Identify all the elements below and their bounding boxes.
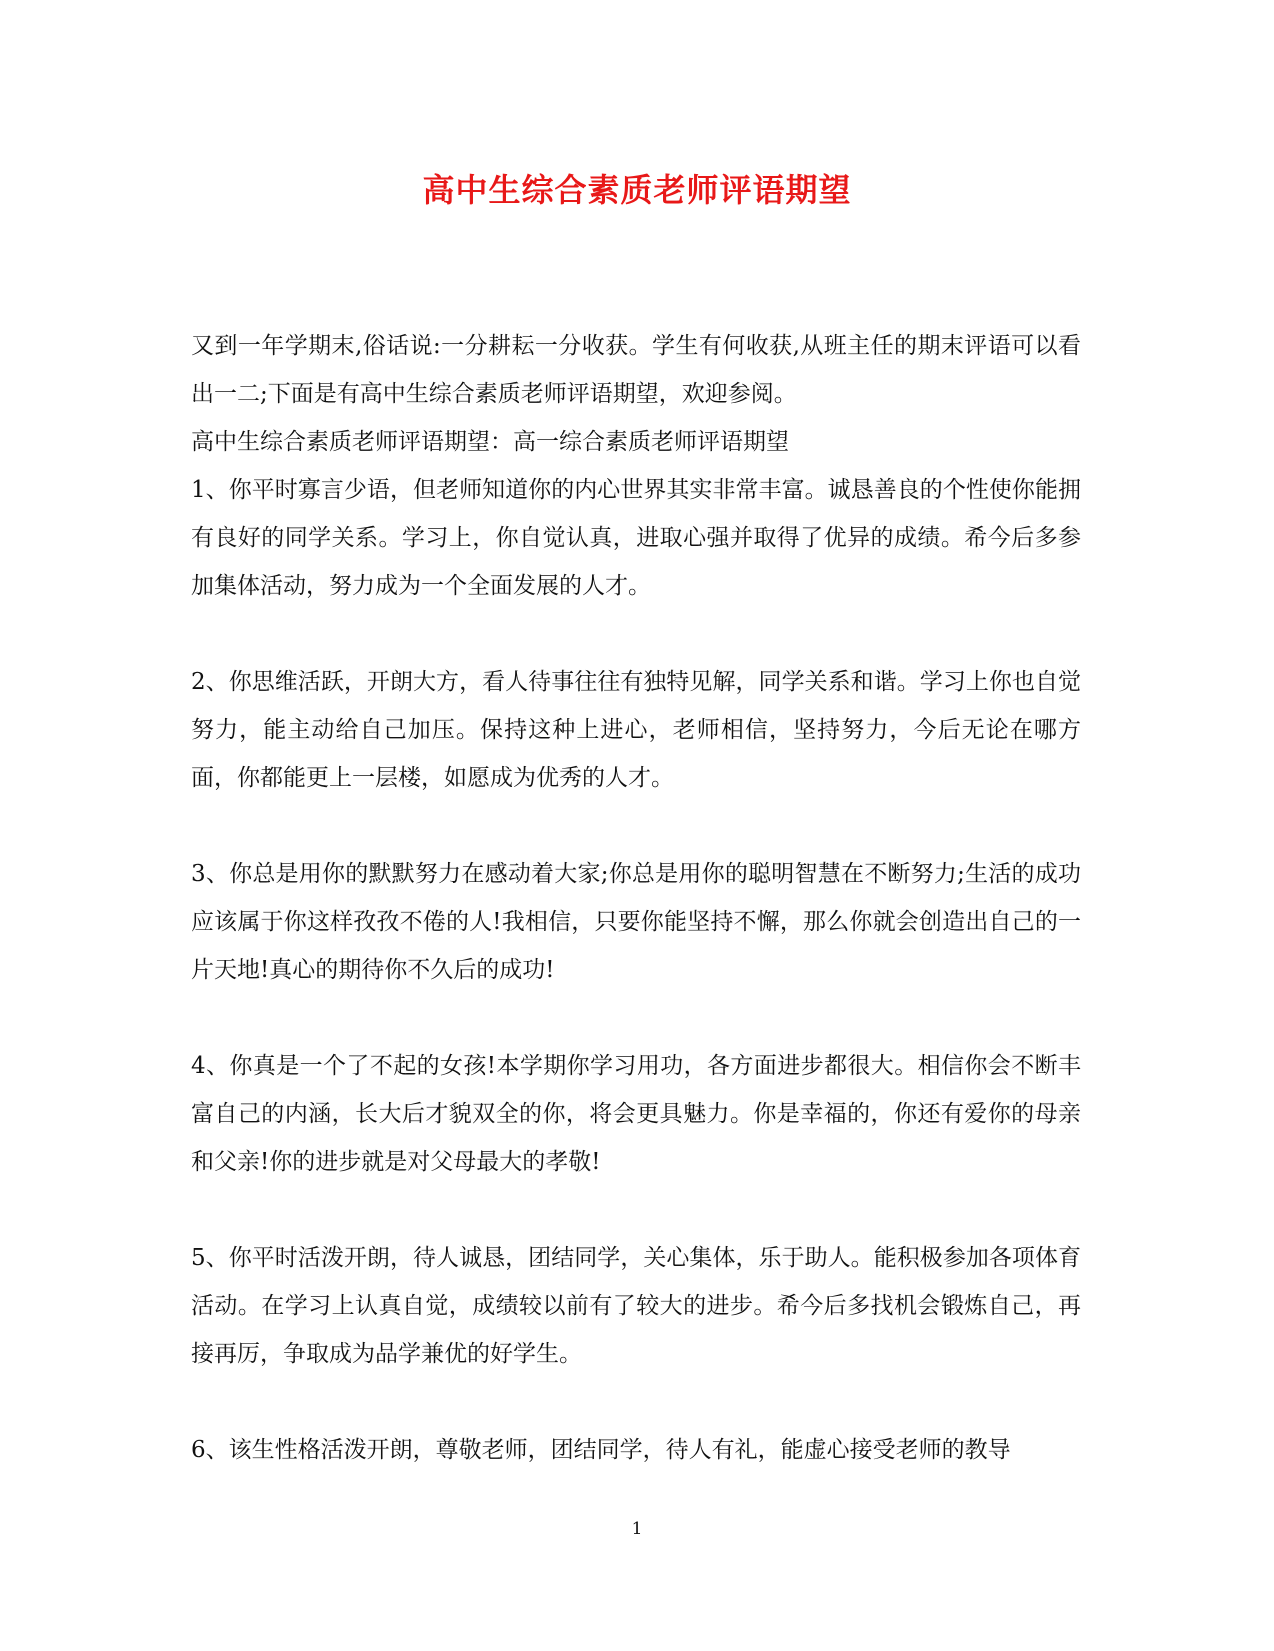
- paragraph-gap: [191, 1186, 1081, 1234]
- intro-paragraph: 又到一年学期末,俗话说:一分耕耘一分收获。学生有何收获,从班主任的期末评语可以看出一二;下面是有高中生综合素质老师评语期望，欢迎参阅。: [191, 333, 1081, 407]
- comment-5: 5、你平时活泼开朗，待人诚恳，团结同学，关心集体，乐于助人。能积极参加各项体育活动。在学习上认真自觉，成绩较以前有了较大的进步。希今后多找机会锻炼自己，再接再厉，争取成为品学兼优的好学生。: [191, 1245, 1081, 1367]
- comment-4: 4、你真是一个了不起的女孩!本学期你学习用功，各方面进步都很大。相信你会不断丰富自己的内涵，长大后才貌双全的你，将会更具魅力。你是幸福的，你还有爱你的母亲和父亲!你的进步就是对父母最大的孝敬!: [191, 1053, 1081, 1175]
- page-number: 1: [631, 1519, 643, 1539]
- comment-1: 1、你平时寡言少语，但老师知道你的内心世界其实非常丰富。诚恳善良的个性使你能拥有良好的同学关系。学习上，你自觉认真，进取心强并取得了优异的成绩。希今后多参加集体活动，努力成为一个全面发展的人才。: [191, 477, 1081, 599]
- subheading: 高中生综合素质老师评语期望：高一综合素质老师评语期望: [191, 429, 789, 455]
- document-title: 高中生综合素质老师评语期望: [422, 171, 852, 209]
- comment-6: 6、该生性格活泼开朗，尊敬老师，团结同学，待人有礼，能虚心接受老师的教导: [191, 1437, 1011, 1463]
- paragraph-gap: [191, 610, 1081, 658]
- paragraph-gap: [191, 802, 1081, 850]
- comment-3: 3、你总是用你的默默努力在感动着大家;你总是用你的聪明智慧在不断努力;生活的成功应该属于你这样孜孜不倦的人!我相信，只要你能坚持不懈，那么你就会创造出自己的一片天地!真心的期待你不久后的成功!: [191, 861, 1081, 983]
- paragraph-gap: [191, 1378, 1081, 1426]
- comment-2: 2、你思维活跃，开朗大方，看人待事往往有独特见解，同学关系和谐。学习上你也自觉努力，能主动给自己加压。保持这种上进心，老师相信，坚持努力，今后无论在哪方面，你都能更上一层楼，如愿成为优秀的人才。: [191, 669, 1081, 791]
- document-body: [191, 322, 1081, 1474]
- paragraph-gap: [191, 994, 1081, 1042]
